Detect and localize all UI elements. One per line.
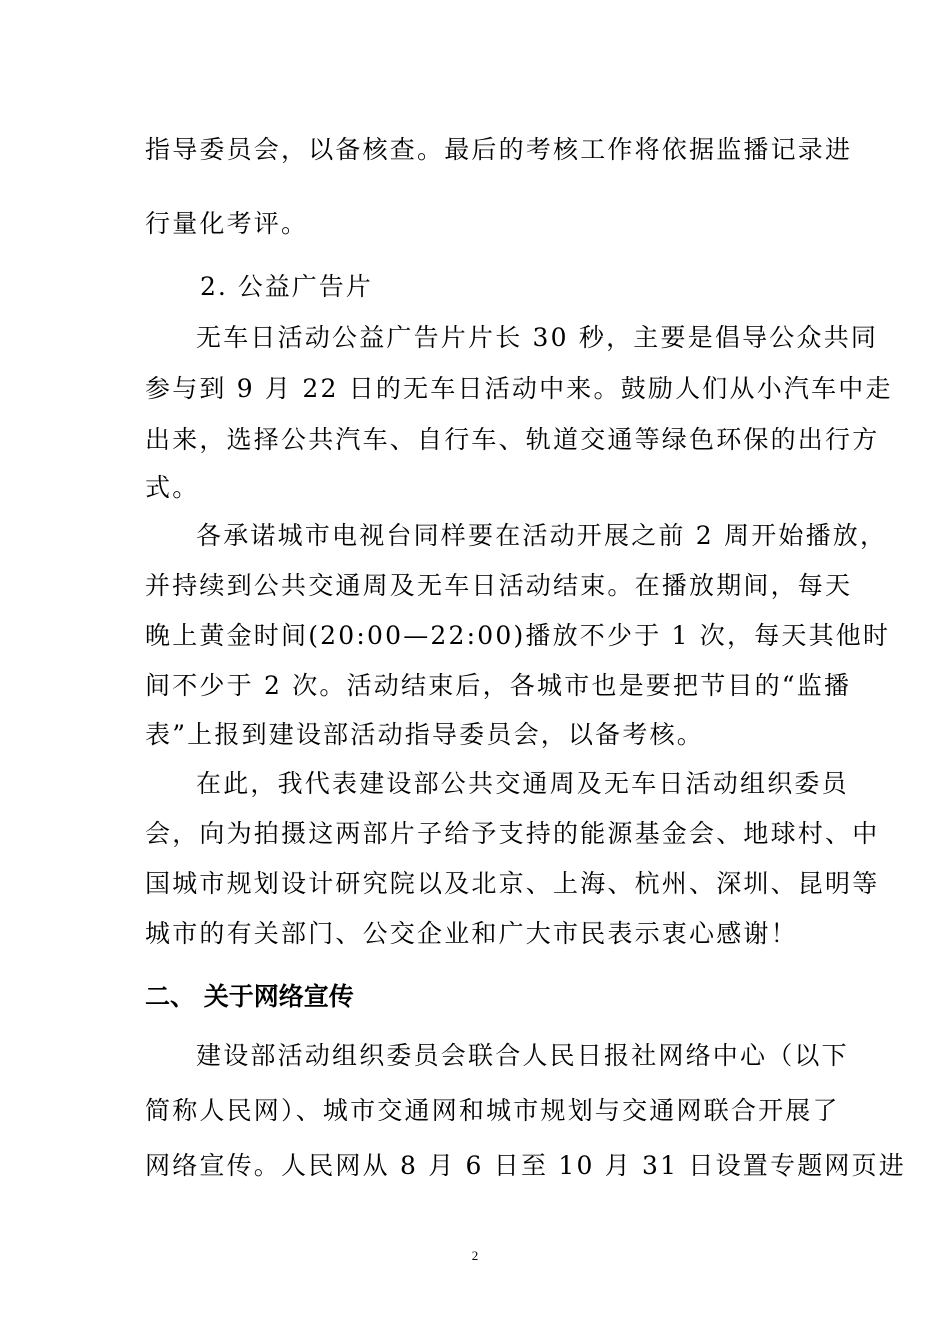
body-text-line: 网络宣传。人民网从 8 月 6 日至 10 月 31 日设置专题网页进 (145, 1151, 907, 1180)
body-text-line: 表”上报到建设部活动指导委员会，以备考核。 (145, 720, 704, 749)
page-number: 2 (471, 1248, 479, 1263)
body-text-line: 并持续到公共交通周及无车日活动结束。在播放期间，每天 (145, 571, 853, 600)
body-text-line: 简称人民网）、城市交通网和城市规划与交通网联合开展了 (145, 1096, 840, 1125)
body-text-line: 会，向为拍摄这两部片子给予支持的能源基金会、地球村、中 (145, 819, 880, 848)
body-text-line: 在此，我代表建设部公共交通周及无车日活动组织委员 (196, 769, 849, 798)
body-text-line: 国城市规划设计研究院以及北京、上海、杭州、深圳、昆明等 (145, 869, 880, 898)
body-text-line: 建设部活动组织委员会联合人民日报社网络中心（以下 (196, 1041, 849, 1070)
body-text-line: 无车日活动公益广告片片长 30 秒，主要是倡导公众共同 (196, 323, 879, 352)
body-text-line: 式。 (145, 473, 200, 502)
body-text-line: 出来，选择公共汽车、自行车、轨道交通等绿色环保的出行方 (145, 425, 880, 454)
body-text-line: 各承诺城市电视台同样要在活动开展之前 2 周开始播放， (196, 521, 888, 550)
body-text-line: 指导委员会，以备核查。最后的考核工作将依据监播记录进 (145, 135, 853, 164)
body-text-line: 城市的有关部门、公交企业和广大市民表示衷心感谢！ (145, 919, 798, 948)
body-text-line: 间不少于 2 次。活动结束后，各城市也是要把节目的“监播 (145, 671, 852, 700)
body-text-line: 晚上黄金时间(20:00—22:00)播放不少于 1 次，每天其他时 (145, 621, 891, 650)
section-heading-web-promotion: 二、 关于网络宣传 (145, 982, 354, 1011)
body-text-line: 参与到 9 月 22 日的无车日活动中来。鼓励人们从小汽车中走 (145, 374, 893, 403)
body-text-line: 行量化考评。 (145, 209, 309, 238)
section-heading-ad-film: 2. 公益广告片 (200, 272, 373, 301)
